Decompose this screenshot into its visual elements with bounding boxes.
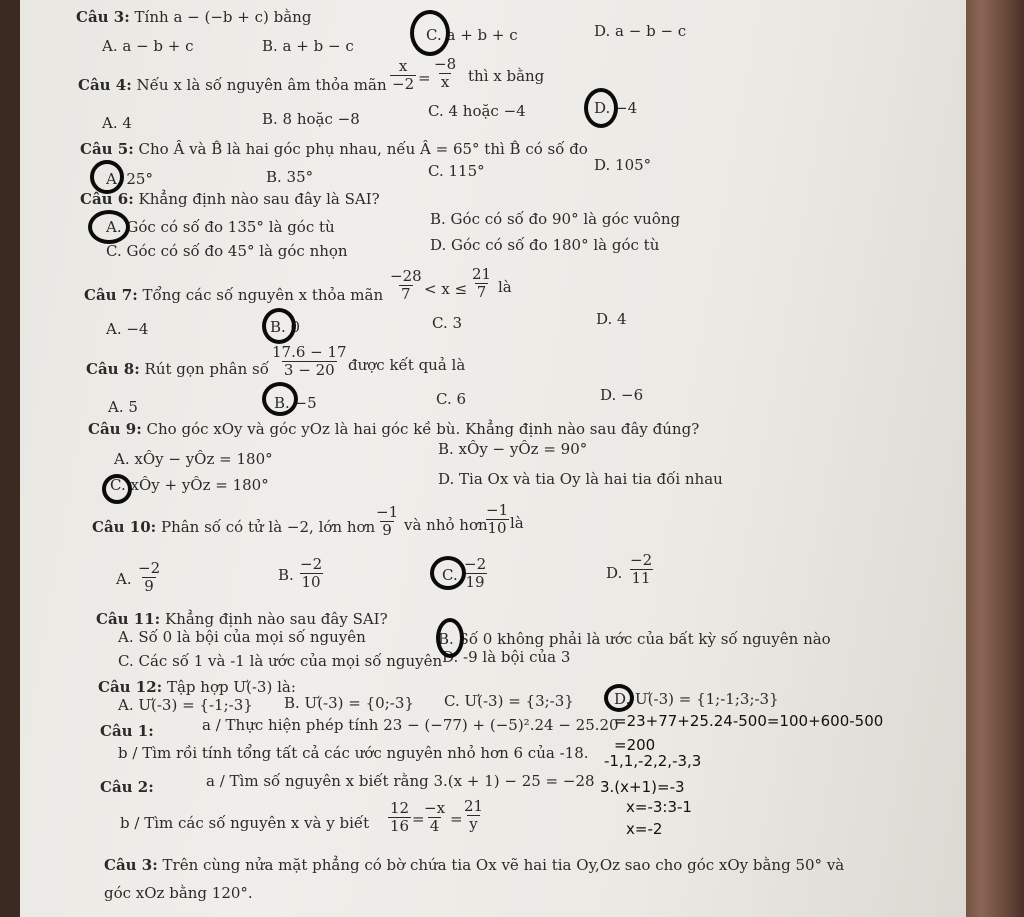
q10-fraction-2: $\frac{-1}{10}$: [486, 501, 509, 537]
q5-question: Câu 5: Cho Â và B̂ là hai góc phụ nhau, nếu Â = 65° thì B̂ có số đo: [80, 140, 588, 158]
q8-fraction: $\frac{17.6 - 17}{3 - 20}$: [272, 343, 347, 379]
q12-option-a: A. Ư(-3) = {-1;-3}: [118, 696, 253, 714]
essay-q2-label: Câu 2:: [100, 778, 154, 796]
q9-option-c: C. xÔy + yÔz = 180°: [110, 476, 269, 494]
q5-option-b: B. 35°: [266, 168, 314, 186]
q4-option-d: D. −4: [594, 99, 638, 117]
answer-circle-q12: [604, 684, 634, 712]
q6-option-a: A. Góc có số đo 135° là góc tù: [106, 218, 335, 236]
handwritten-answer-line-2: =200: [614, 736, 656, 754]
essay-q1-part-b: b / Tìm rồi tính tổng tất cả các ước nguyên nhỏ hơn 6 của -18.: [118, 744, 589, 762]
q10-option-c-fraction: $\frac{-2}{19}$: [464, 555, 487, 591]
answer-circle-q6: [88, 210, 130, 244]
q4-tail: thì x bằng: [468, 67, 545, 85]
q7-tail: là: [498, 278, 512, 296]
q3-option-b: B. a + b − c: [262, 37, 354, 55]
q7-option-a: A. −4: [106, 320, 149, 338]
essay-q2-equals-2: =: [450, 810, 463, 828]
q10-option-d-fraction: $\frac{-2}{11}$: [630, 551, 653, 587]
q10-option-a-label: A.: [116, 570, 132, 588]
q7-fraction-1: $\frac{-28}{7}$: [390, 267, 422, 303]
q10-option-c-label: C.: [442, 566, 458, 584]
q5-option-a: A. 25°: [106, 170, 153, 188]
q11-option-c: C. Các số 1 và -1 là ước của mọi số nguyên: [118, 652, 443, 670]
q9-option-b: B. xÔy − yÔz = 90°: [438, 440, 588, 458]
q8-option-c: C. 6: [436, 390, 467, 408]
q4-question: Câu 4: Nếu x là số nguyên âm thỏa mãn: [78, 76, 387, 94]
q4-fraction-1: $\frac{x}{-2}$: [392, 57, 415, 93]
q5-option-d: D. 105°: [594, 156, 652, 174]
q10-fraction-1: $\frac{-1}{9}$: [376, 503, 399, 539]
essay-q1-part-a: a / Thực hiện phép tính 23 − (−77) + (−5)².24 − 25.20: [202, 716, 619, 734]
essay-q2-fraction-2: $\frac{-x}{4}$: [424, 799, 446, 835]
answer-circle-q10: [430, 556, 466, 590]
q3-option-d: D. a − b − c: [594, 22, 687, 40]
handwritten-answer-line-6: x=-2: [626, 820, 663, 838]
handwritten-answer-line-3: -1,1,-2,2,-3,3: [604, 752, 702, 770]
q10-option-d-label: D.: [606, 564, 623, 582]
q8-option-b: B. −5: [274, 394, 317, 412]
q6-question: Câu 6: Khẳng định nào sau đây là SAI?: [80, 190, 380, 208]
q6-option-d: D. Góc có số đo 180° là góc tù: [430, 236, 660, 254]
essay-q2-fraction-1: $\frac{12}{16}$: [390, 799, 410, 835]
q8-option-d: D. −6: [600, 386, 644, 404]
q12-question: Câu 12: Tập hợp Ư(-3) là:: [98, 678, 296, 696]
q8-option-a: A. 5: [108, 398, 138, 416]
handwritten-answer-line-5: x=-3:3-1: [626, 798, 692, 816]
background-edge: [958, 0, 1024, 917]
answer-circle-q9: [102, 474, 132, 504]
q12-option-c: C. Ư(-3) = {3;-3}: [444, 692, 574, 710]
q10-option-b-fraction: $\frac{-2}{10}$: [300, 555, 323, 591]
q7-option-d: D. 4: [596, 310, 627, 328]
q4-equals: =: [418, 69, 431, 87]
essay-q3-text: Câu 3: Trên cùng nửa mặt phẳng có bờ chứa tia Ox vẽ hai tia Oy,Oz sao cho góc xOy bằng 50° và: [104, 856, 845, 874]
essay-q2-equals-1: =: [412, 810, 425, 828]
answer-circle-q3: [410, 10, 450, 56]
q5-option-c: C. 115°: [428, 162, 485, 180]
q10-tail: là: [510, 514, 524, 532]
q8-question: Câu 8: Rút gọn phân số: [86, 360, 269, 378]
q6-option-b: B. Góc có số đo 90° là góc vuông: [430, 210, 681, 228]
q8-tail: được kết quả là: [348, 356, 466, 374]
q11-option-b: B. Số 0 không phải là ước của bất kỳ số nguyên nào: [438, 630, 831, 648]
q12-option-b: B. Ư(-3) = {0;-3}: [284, 694, 414, 712]
q9-option-d: D. Tia Ox và tia Oy là hai tia đối nhau: [438, 470, 723, 488]
answer-circle-q4: [584, 88, 618, 128]
essay-q2-part-b: b / Tìm các số nguyên x và y biết: [120, 814, 370, 832]
answer-circle-q7: [262, 308, 296, 344]
essay-q1-label: Câu 1:: [100, 722, 154, 740]
q3-option-c: C. a + b + c: [426, 26, 518, 44]
essay-q2-fraction-3: $\frac{21}{y}$: [464, 797, 484, 833]
q11-option-a: A. Số 0 là bội của mọi số nguyên: [118, 628, 366, 646]
essay-q3-text-line2: góc xOz bằng 120°.: [104, 884, 253, 902]
answer-circle-q8: [262, 382, 298, 416]
q3-option-a: A. a − b + c: [102, 37, 194, 55]
q9-question: Câu 9: Cho góc xOy và góc yOz là hai góc kề bù. Khẳng định nào sau đây đúng?: [88, 420, 700, 438]
q4-option-a: A. 4: [102, 114, 132, 132]
q10-middle: và nhỏ hơn: [404, 516, 488, 534]
q6-option-c: C. Góc có số đo 45° là góc nhọn: [106, 242, 348, 260]
q4-fraction-2: $\frac{-8}{x}$: [434, 55, 457, 91]
q11-option-d: D. -9 là bội của 3: [442, 648, 571, 666]
q11-question: Câu 11: Khẳng định nào sau đây SAI?: [96, 610, 388, 628]
answer-circle-q5: [90, 160, 124, 194]
q7-fraction-2: $\frac{21}{7}$: [472, 265, 492, 301]
q7-question: Câu 7: Tổng các số nguyên x thỏa mãn: [84, 286, 384, 304]
q4-option-b: B. 8 hoặc −8: [262, 110, 360, 128]
q4-option-c: C. 4 hoặc −4: [428, 102, 526, 120]
q7-option-c: C. 3: [432, 314, 463, 332]
q7-middle: < x ≤: [424, 280, 468, 298]
q7-option-b: B. 0: [270, 318, 301, 336]
q9-option-a: A. xÔy − yÔz = 180°: [114, 450, 273, 468]
essay-q2-part-a: a / Tìm số nguyên x biết rằng 3.(x + 1) − 25 = −28: [206, 772, 595, 790]
answer-circle-q11: [436, 618, 464, 658]
handwritten-answer-line-4: 3.(x+1)=-3: [600, 778, 685, 796]
q10-option-b-label: B.: [278, 566, 294, 584]
q3-question: Câu 3: Tính a − (−b + c) bằng: [76, 8, 312, 26]
q12-option-d: D. Ư(-3) = {1;-1;3;-3}: [614, 690, 779, 708]
q10-question: Câu 10: Phân số có tử là −2, lớn hơn: [92, 518, 376, 536]
handwritten-answer-line-1: =23+77+25.24-500=100+600-500: [614, 712, 884, 730]
q10-option-a-fraction: $\frac{-2}{9}$: [138, 559, 161, 595]
